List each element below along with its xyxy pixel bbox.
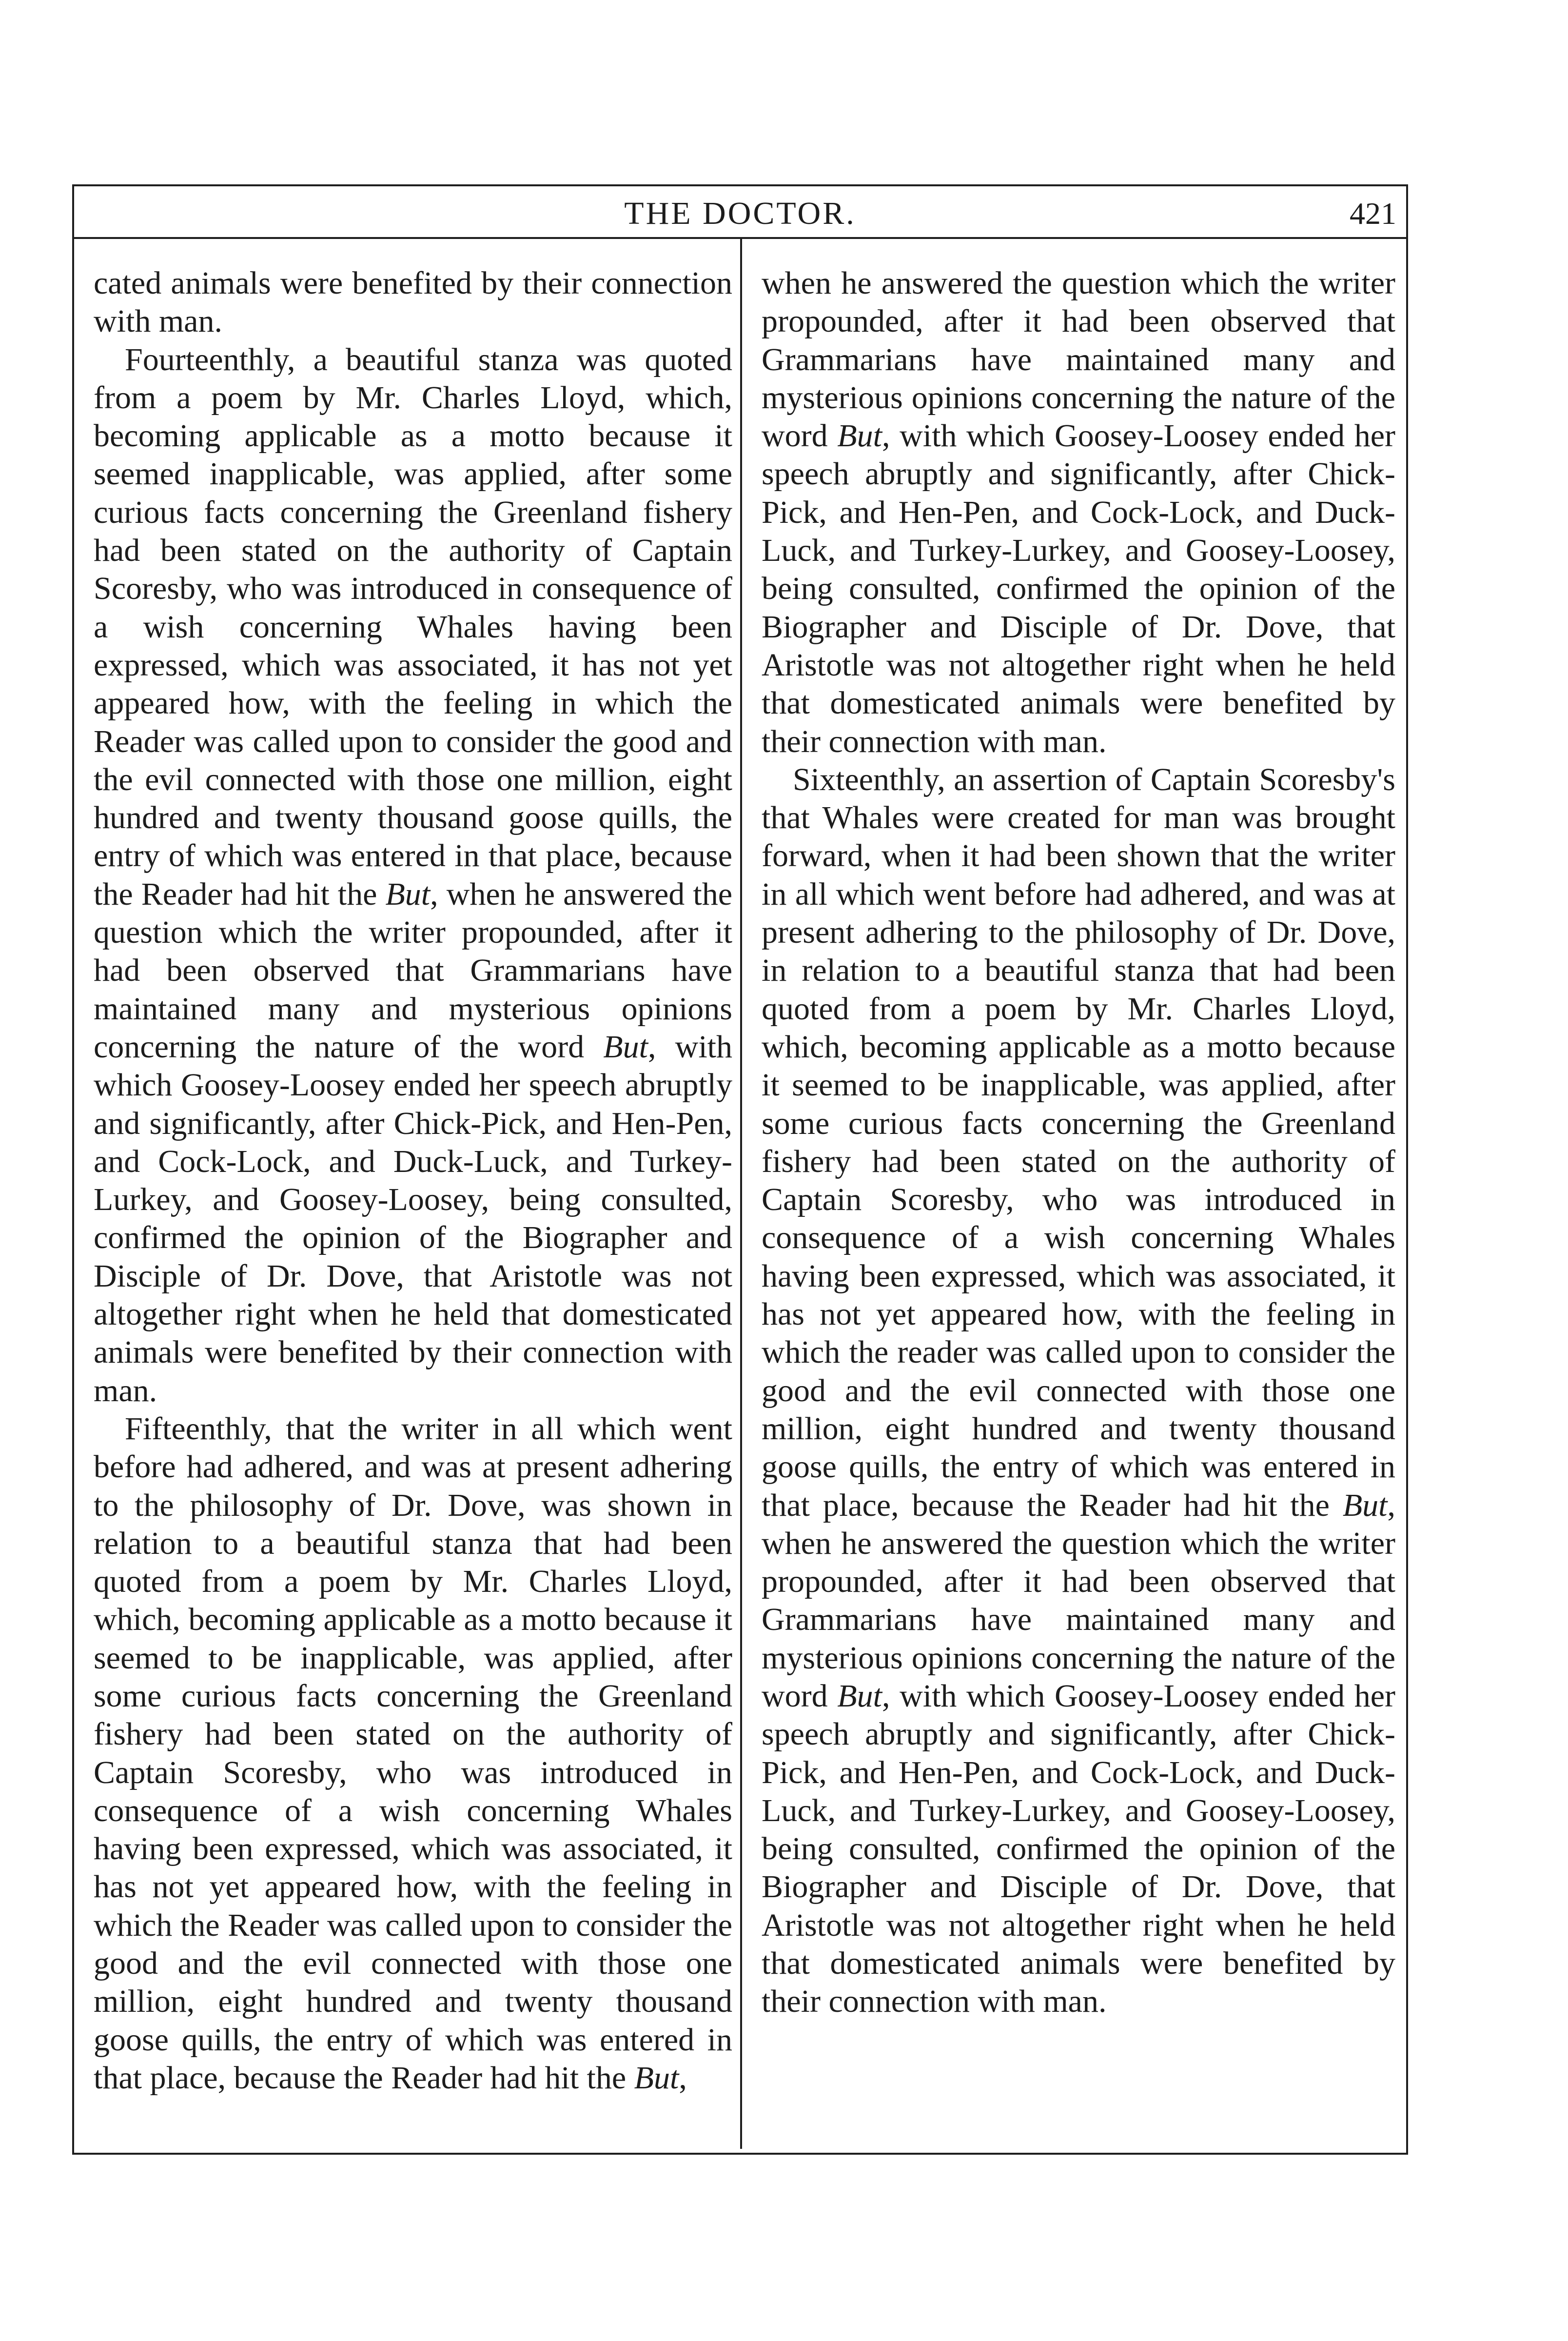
text-run: Sixteenthly, an assertion of Captain Scoresby's that Whales were created for man was brought forward, when it had been shown that the writer in all which went before had adhered, and was at present adhering to the philosophy of Dr. Dove, in relation to a beautiful stanza that had been quoted from a poem by Mr. Charles Lloyd, which, becoming applicable as a motto because it seemed to be inapplicable, was applied, after some curious facts concerning the Greenland fishery had been stated on the authority of Captain Scoresby, who was introduced in consequence of a wish concerning Whales having been expressed, which was associated, it has not yet appeared how, with the feeling in which the reader was called upon to consider the good and the evil connected with those one million, eight hundred and twenty thousand goose quills, the entry of which was entered in that place, because the Reader had hit the [762,761,1395,1523]
italic-word: But [1342,1487,1388,1523]
text-run: cated animals were benefited by their connection with man. [94,265,732,339]
italic-word: But [837,1678,882,1714]
paragraph [762,761,1395,2021]
running-title: THE DOCTOR. [624,196,856,231]
paragraph [762,264,1395,761]
text-run: , when he answered the question which the writer propounded, after it had been observed that Grammarians have maintained many and mysterious opinions concerning the nature of the word [94,876,732,1065]
text-run: , with which Goosey-Loosey ended her speech abruptly and significantly, after Chick-Pick, and Hen-Pen, and Cock-Lock, and Duck-Luck, and Turkey-Lurkey, and Goosey-Loosey, being consulted, confirmed the opinion of the Biographer and Disciple of Dr. Dove, that Aristotle was not altogether right when he held that domesticated animals were benefited by their connection with man. [762,1678,1395,2020]
paragraph [94,264,732,341]
text-run: Fifteenthly, that the writer in all which went before had adhered, and was at present adhering to the philosophy of Dr. Dove, was shown in relation to a beautiful stanza that had been quoted from a poem by Mr. Charles Lloyd, which, becoming applicable as a motto because it seemed to be inapplicable, was applied, after some curious facts concerning the Greenland fishery had been stated on the authority of Captain Scoresby, who was introduced in consequence of a wish concerning Whales having been expressed, which was associated, it has not yet appeared how, with the feeling in which the Reader was called upon to consider the good and the evil connected with those one million, eight hundred and twenty thousand goose quills, the entry of which was entered in that place, because the Reader had hit the [94,1410,732,2096]
italic-word: But [634,2060,679,2096]
right-column [762,264,1395,2021]
running-header [74,186,1406,239]
text-run: Fourteenthly, a beautiful stanza was quoted from a poem by Mr. Charles Lloyd, which, becoming applicable as a motto because it seemed inapplicable, was applied, after some curious facts concerning the Greenland fishery had been stated on the authority of Captain Scoresby, who was introduced in consequence of a wish concerning Whales having been expressed, which was associated, it has not yet appeared how, with the feeling in which the Reader was called upon to consider the good and the evil connected with those one million, eight hundred and twenty thousand goose quills, the entry of which was entered in that place, because the Reader had hit the [94,341,732,912]
page-frame [72,184,1408,2155]
paragraph [94,1410,732,2097]
italic-word: But [385,876,431,912]
text-run: , with which Goosey-Loosey ended her speech abruptly and significantly, after Chick-Pick, and Hen-Pen, and Cock-Lock, and Duck-Luck, and Turkey-Lurkey, and Goosey-Loosey, being consulted, confirmed the opinion of the Biographer and Disciple of Dr. Dove, that Aristotle was not altogether right when he held that domesticated animals were benefited by their connection with man. [94,1029,733,1409]
italic-word: But [837,418,882,454]
italic-word: But [603,1029,648,1065]
text-run: , with which Goosey-Loosey ended her speech abruptly and significantly, after Chick-Pick, and Hen-Pen, and Cock-Lock, and Duck-Luck, and Turkey-Lurkey, and Goosey-Loosey, being consulted, confirmed the opinion of the Biographer and Disciple of Dr. Dove, that Aristotle was not altogether right when he held that domesticated animals were benefited by their connection with man. [762,418,1395,759]
paragraph [94,341,732,1410]
page-number: 421 [1350,196,1396,231]
text-run: when he answered the question which the writer propounded, after it had been observed that Grammarians have maintained many and mysterious opinions concerning the nature of the word [762,265,1395,454]
left-column [94,264,732,2097]
column-divider [740,237,742,2149]
text-run: , [679,2060,687,2096]
text-run: , when he answered the question which the writer propounded, after it had been observed that Grammarians have maintained many and mysterious opinions concerning the nature of the word [762,1487,1395,1714]
